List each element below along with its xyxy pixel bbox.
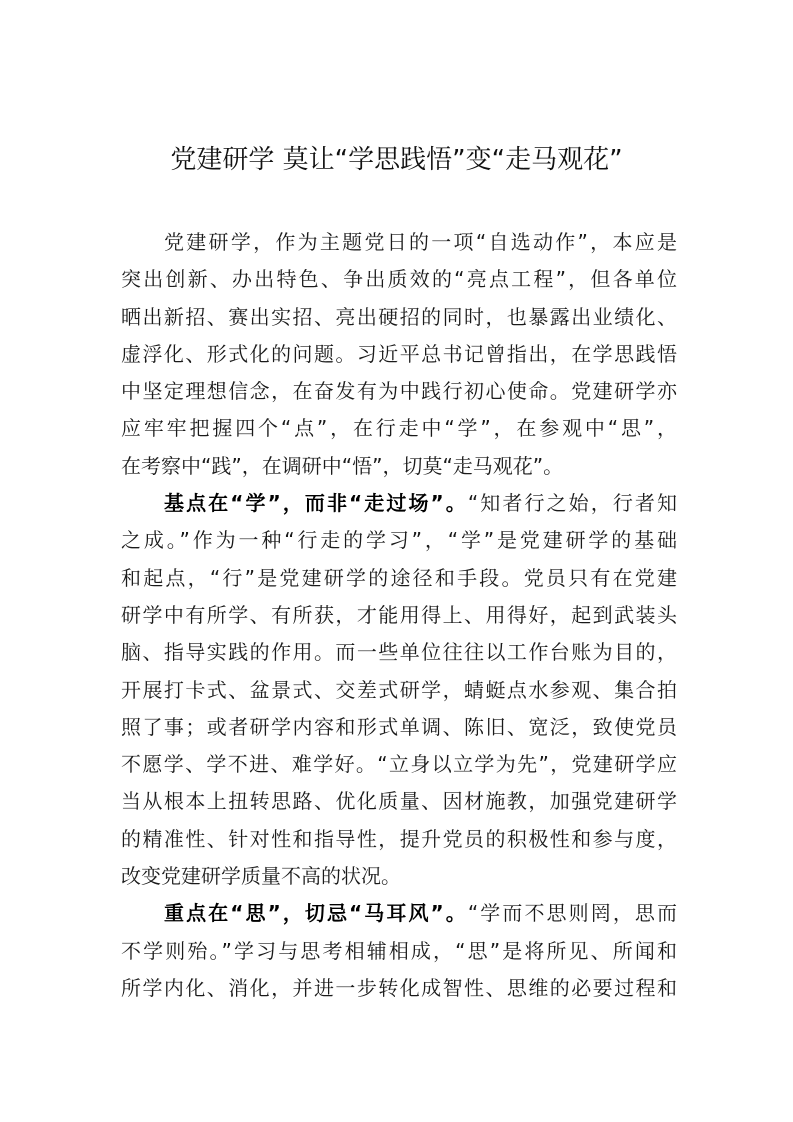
paragraph-3-heading: 重点在“思”，切忌“马耳风”。	[164, 901, 468, 926]
paragraph-1-line: 晒出新招、赛出实招、亮出硬招的同时，也暴露出业绩化、	[121, 304, 677, 329]
paragraph-2-text: “知者行之始，行者知	[467, 491, 677, 516]
paragraph-2-line: 的精准性、针对性和指导性，提升党员的积极性和参与度，	[121, 826, 677, 851]
paragraph-2-line: 研学中有所学、有所获，才能用得上、用得好，起到武装头	[121, 602, 677, 627]
paragraph-1-line: 中坚定理想信念，在奋发有为中践行初心使命。党建研学亦	[121, 379, 677, 404]
paragraph-2-line: 不愿学、学不进、难学好。“立身以立学为先”，党建研学应	[121, 752, 677, 777]
document-body	[121, 224, 677, 1007]
paragraph-2-heading: 基点在“学”，而非“走过场”。	[164, 491, 468, 516]
paragraph-3-line: 所学内化、消化，并进一步转化成智性、思维的必要过程和	[121, 975, 677, 1000]
paragraph-3-line: 不学则殆。”学习与思考相辅相成，“思”是将所见、所闻和	[121, 938, 677, 963]
paragraph-2-line: 改变党建研学质量不高的状况。	[121, 864, 401, 889]
paragraph-2-line: 之成。”作为一种“行走的学习”，“学”是党建研学的基础	[121, 528, 677, 553]
paragraph-2-line: 和起点，“行”是党建研学的途径和手段。党员只有在党建	[121, 565, 677, 590]
paragraph-1-line: 虚浮化、形式化的问题。习近平总书记曾指出，在学思践悟	[121, 341, 677, 366]
paragraph-2-line: 照了事；或者研学内容和形式单调、陈旧、宽泛，致使党员	[121, 714, 677, 739]
paragraph-1-line: 应牢牢把握四个“点”，在行走中“学”，在参观中“思”，	[121, 416, 677, 441]
paragraph-2-line: 开展打卡式、盆景式、交差式研学，蜻蜓点水参观、集合拍	[121, 677, 677, 702]
paragraph-3-first-line	[121, 895, 677, 932]
paragraph-1-line: 在考察中“践”，在调研中“悟”，切莫“走马观花”。	[121, 453, 564, 478]
paragraph-1-line: 突出创新、办出特色、争出质效的“亮点工程”，但各单位	[121, 267, 677, 292]
paragraph-3-text: “学而不思则罔，思而	[467, 901, 677, 926]
paragraph-2-first-line	[121, 485, 677, 522]
paragraph-1-line: 党建研学，作为主题党日的一项“自选动作”，本应是	[164, 230, 677, 254]
paragraph-2-line: 当从根本上扭转思路、优化质量、因材施教，加强党建研学	[121, 789, 677, 814]
paragraph-2-line: 脑、指导实践的作用。而一些单位往往以工作台账为目的，	[121, 640, 677, 665]
document-title: 党建研学 莫让“学思践悟”变“走马观花”	[170, 145, 623, 175]
